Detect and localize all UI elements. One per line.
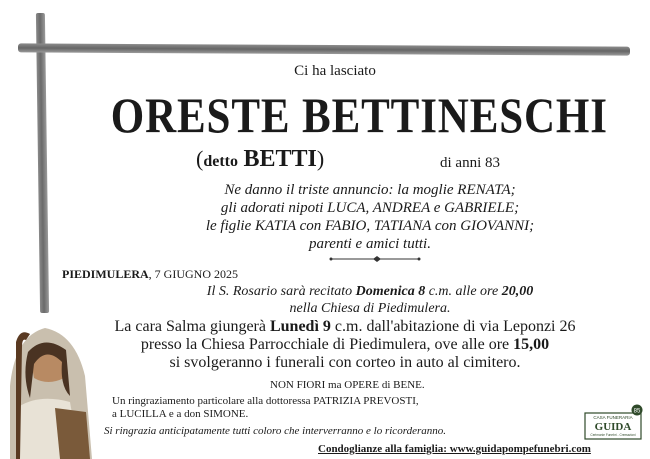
nickname-line: (detto BETTI): [196, 146, 325, 172]
jesus-good-shepherd-portrait: [0, 316, 100, 459]
logo-top: CASA FUNERARIA: [593, 415, 633, 420]
funeral-l2-prefix: presso la Chiesa Parrocchiale di Piedimulera, ove alle ore: [140, 336, 514, 353]
logo-badge: 85: [633, 408, 641, 415]
grief-line: parenti e amici tutti.: [309, 236, 431, 252]
funeral-info: [70, 318, 620, 372]
funeral-time: 15,00: [513, 336, 550, 353]
funeral-l1-prefix: La cara Salma giungerà: [114, 318, 270, 335]
nickname: BETTI: [243, 146, 317, 172]
logo-bottom: Cerimonie Funebri - Cremazioni: [590, 433, 636, 437]
funeral-line-2: [70, 336, 620, 354]
flourish-divider: [327, 255, 423, 263]
place: PIEDIMULERA: [62, 267, 149, 281]
cross-horizontal-beam: [18, 43, 630, 55]
funeral-line-1: [70, 318, 620, 336]
logo-name: GUIDA: [594, 421, 632, 433]
thanks-line: Un ringraziamento particolare alla dottoressa PATRIZIA PREVOSTI,: [112, 395, 419, 407]
intro-text: Ci ha lasciato: [294, 63, 376, 79]
anticipated-thanks: Si ringrazia anticipatamente tutti coloro che interverranno e lo ricorderanno.: [104, 425, 446, 437]
no-flowers-note: NON FIORI ma OPERE di BENE.: [270, 379, 425, 391]
special-thanks: [112, 395, 419, 421]
cross-vertical-beam: [36, 13, 49, 313]
date: , 7 GIUGNO 2025: [148, 267, 238, 281]
thanks-line: a LUCILLA e a don SIMONE.: [112, 408, 249, 420]
condolences-link[interactable]: Condoglianze alla famiglia: www.guidapompefunebri.com: [318, 443, 591, 455]
funeral-day: Lunedì 9: [269, 318, 331, 335]
rosary-info: [140, 283, 600, 317]
rosary-prefix: Il S. Rosario sarà recitato: [206, 284, 356, 299]
rosary-line-1: [140, 283, 600, 300]
rosary-line-2: nella Chiesa di Piedimulera.: [289, 301, 451, 316]
rosary-day: Domenica 8: [355, 284, 426, 299]
funeral-home-logo: [584, 404, 646, 442]
grief-line: le figlie KATIA con FABIO, TATIANA con GIOVANNI;: [205, 218, 535, 234]
grief-line: Ne danno il triste annuncio: la moglie RENATA;: [224, 182, 516, 198]
age-text: di anni 83: [440, 155, 500, 171]
grief-announcement: [140, 181, 600, 253]
rosary-time: 20,00: [501, 284, 534, 299]
rosary-middle: c.m. alle ore: [425, 284, 502, 299]
grief-line: gli adorati nipoti LUCA, ANDREA e GABRIELE;: [220, 200, 520, 216]
funeral-line-3: si svolgeranno i funerali con corteo in auto al cimitero.: [169, 354, 521, 371]
nickname-prefix: detto: [203, 153, 238, 170]
funeral-l1-suffix: c.m. dall'abitazione di via Leponzi 26: [330, 318, 576, 335]
deceased-name: ORESTE BETTINESCHI: [110, 87, 608, 143]
place-date: [62, 267, 238, 282]
